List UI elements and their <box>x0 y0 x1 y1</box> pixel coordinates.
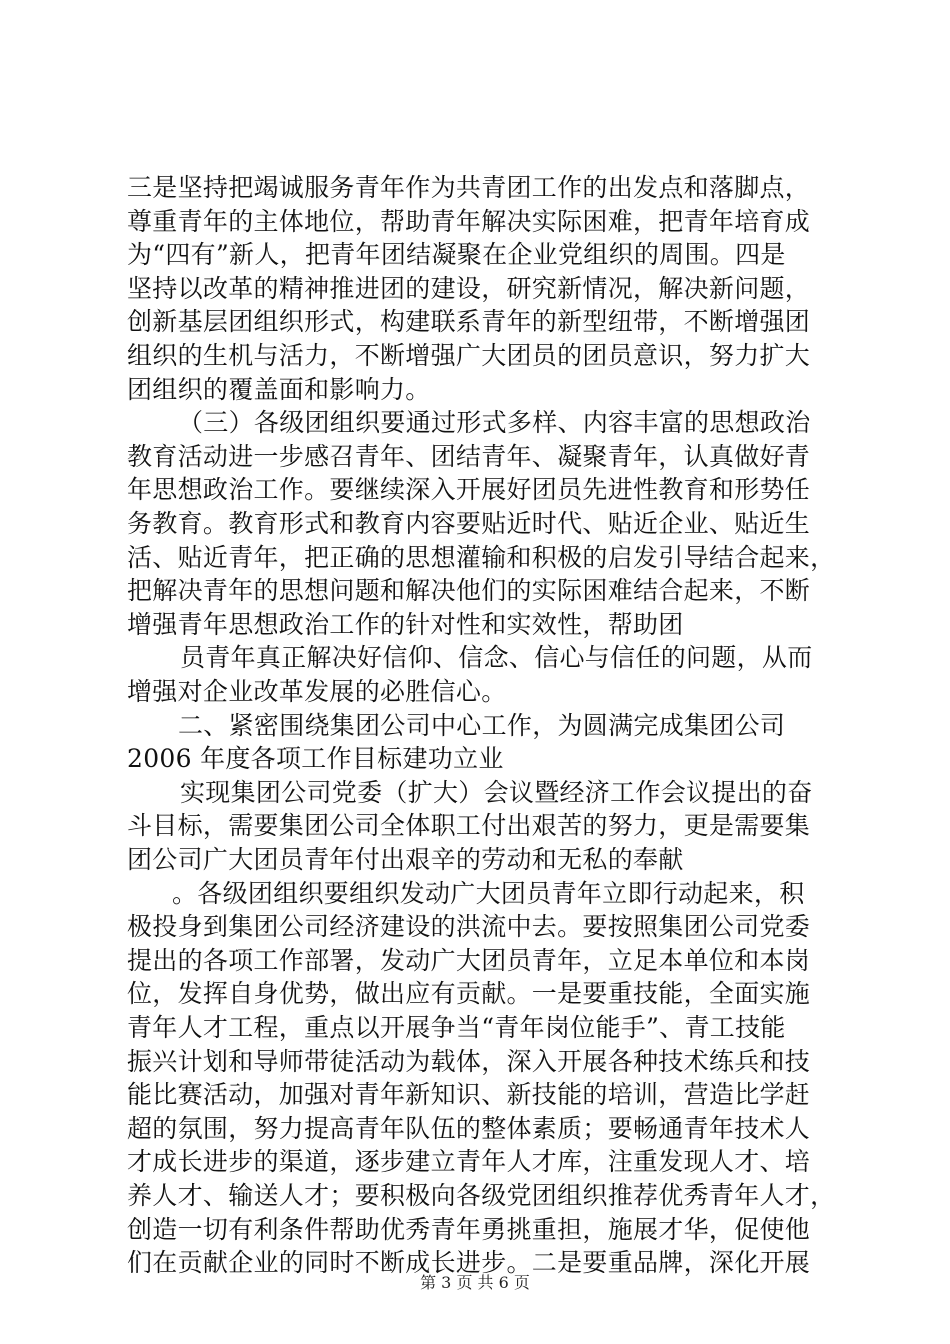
text-line: 创新基层团组织形式，构建联系青年的新型纽带，不断增强团 <box>127 307 811 337</box>
text-line: 提出的各项工作部署，发动广大团员青年，立足本单位和本岗 <box>127 945 811 975</box>
text-line: 增强青年思想政治工作的针对性和实效性，帮助团 <box>127 609 684 639</box>
text-line: 创造一切有利条件帮助优秀青年勇挑重担，施展才华，促使他 <box>127 1214 811 1244</box>
text-line: 为“四有”新人，把青年团结凝聚在企业党组织的周围。四是 <box>127 240 786 270</box>
text-line: 青年人才工程，重点以开展争当“青年岗位能手”、青工技能 <box>127 1013 786 1042</box>
text-line: 能比赛活动，加强对青年新知识、新技能的培训，营造比学赶 <box>127 1080 811 1110</box>
text-line: 振兴计划和导师带徒活动为载体，深入开展各种技术练兵和技 <box>127 1046 811 1076</box>
text-line: 员青年真正解决好信仰、信念、信心与信任的问题，从而 <box>180 643 813 673</box>
text-line: 们在贡献企业的同时不断成长进步。二是要重品牌，深化开展 <box>127 1248 811 1278</box>
text-line: 把解决青年的思想问题和解决他们的实际困难结合起来，不断 <box>127 576 811 606</box>
text-line: 极投身到集团公司经济建设的洪流中去。要按照集团公司党委 <box>127 912 811 942</box>
section-heading: 二、紧密围绕集团公司中心工作，为圆满完成集团公司 <box>178 710 786 740</box>
text-line: 坚持以改革的精神推进团的建设，研究新情况，解决新问题， <box>127 273 811 303</box>
text-line: 组织的生机与活力，不断增强广大团员的团员意识，努力扩大 <box>127 341 811 370</box>
text-line: 增强对企业改革发展的必胜信心。 <box>127 677 507 706</box>
text-line: 超的氛围，努力提高青年队伍的整体素质；要畅通青年技术人 <box>127 1113 811 1143</box>
text-line: 养人才、输送人才；要积极向各级党团组织推荐优秀青年人才， <box>127 1181 836 1210</box>
text-line: 年思想政治工作。要继续深入开展好团员先进性教育和形势任 <box>127 475 811 505</box>
text-line: 三是坚持把竭诚服务青年作为共青团工作的出发点和落脚点， <box>127 173 811 202</box>
text-line: 务教育。教育形式和教育内容要贴近时代、贴近企业、贴近生 <box>127 509 811 538</box>
text-line: 位，发挥自身优势，做出应有贡献。一是要重技能，全面实施 <box>127 979 811 1009</box>
page-number-footer: 第 3 页 共 6 页 <box>420 1273 530 1292</box>
text-line: 团公司广大团员青年付出艰辛的劳动和无私的奉献 <box>127 845 684 874</box>
section-heading: （三）各级团组织要通过形式多样、内容丰富的思想政治 <box>178 408 811 438</box>
text-line: 团组织的覆盖面和影响力。 <box>127 374 431 404</box>
text-line: 教育活动进一步感召青年、团结青年、凝聚青年，认真做好青 <box>127 441 811 471</box>
section-heading-continued: 2006 年度各项工作目标建功立业 <box>127 744 504 774</box>
text-line: 尊重青年的主体地位，帮助青年解决实际困难，把青年培育成 <box>127 206 811 236</box>
text-line: 实现集团公司党委（扩大）会议暨经济工作会议提出的奋 <box>180 777 813 807</box>
text-line: 活、贴近青年，把正确的思想灌输和积极的启发引导结合起来， <box>127 542 836 572</box>
text-line: 才成长进步的渠道，逐步建立青年人才库，注重发现人才、培 <box>127 1147 811 1177</box>
text-line: 。各级团组织要组织发动广大团员青年立即行动起来，积 <box>172 878 805 908</box>
text-line: 斗目标，需要集团公司全体职工付出艰苦的努力，更是需要集 <box>127 811 811 841</box>
